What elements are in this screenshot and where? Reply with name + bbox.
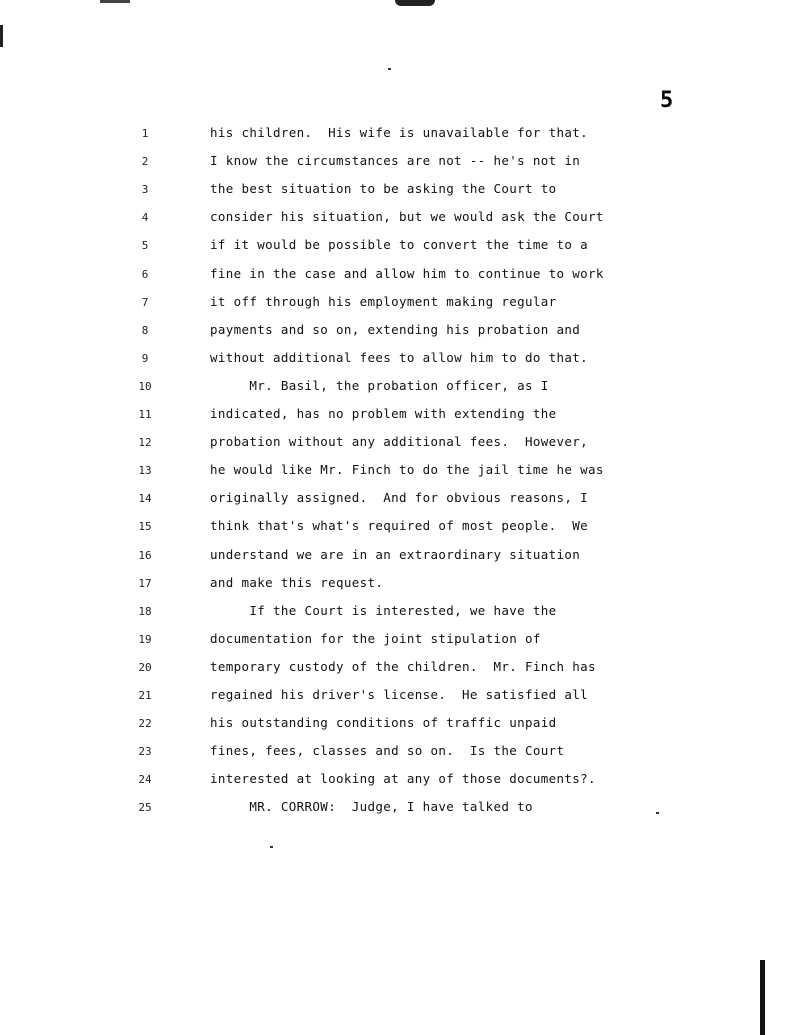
transcript-line: regained his driver's license. He satisfied all [210, 687, 589, 702]
line-number: 10 [138, 380, 152, 393]
transcript-line: it off through his employment making regular [210, 294, 557, 309]
line-number: 22 [138, 717, 152, 730]
transcript-line: MR. CORROW: Judge, I have talked to [210, 799, 533, 814]
transcript-line: originally assigned. And for obvious reasons, I [210, 490, 589, 505]
transcript-line: think that's what's required of most people. We [210, 518, 589, 533]
line-number: 3 [141, 183, 149, 196]
line-number: 1 [141, 127, 149, 140]
line-number: 13 [138, 464, 152, 477]
line-number: 18 [138, 605, 152, 618]
transcript-line: documentation for the joint stipulation of [210, 631, 541, 646]
line-number: 9 [141, 352, 149, 365]
transcript-line: his children. His wife is unavailable for that. [210, 125, 589, 140]
page-number: 5 [660, 88, 674, 113]
transcript-line: fines, fees, classes and so on. Is the Court [210, 743, 565, 758]
transcript-line: the best situation to be asking the Court to [210, 181, 557, 196]
transcript-line: probation without any additional fees. However, [210, 434, 589, 449]
transcript-line: temporary custody of the children. Mr. Finch has [210, 659, 596, 674]
transcript-line: interested at looking at any of those documents?. [210, 771, 596, 786]
scan-artifact [395, 0, 435, 6]
transcript-line: without additional fees to allow him to do that. [210, 350, 589, 365]
transcript-line: his outstanding conditions of traffic unpaid [210, 715, 557, 730]
scan-artifact [100, 0, 130, 3]
scan-artifact [0, 25, 3, 47]
line-number: 4 [141, 211, 149, 224]
transcript-line: consider his situation, but we would ask the Court [210, 209, 604, 224]
line-number: 12 [138, 436, 152, 449]
scan-artifact [760, 960, 765, 1035]
transcript-line: fine in the case and allow him to continue to work [210, 266, 604, 281]
transcript-line: Mr. Basil, the probation officer, as I [210, 378, 549, 393]
line-number: 11 [138, 408, 152, 421]
line-number: 2 [141, 155, 149, 168]
line-number: 23 [138, 745, 152, 758]
transcript-line: understand we are in an extraordinary situation [210, 547, 581, 562]
line-number: 25 [138, 801, 152, 814]
scan-speck [656, 812, 659, 814]
scan-speck [270, 846, 273, 848]
line-number: 6 [141, 268, 149, 281]
transcript-line: and make this request. [210, 575, 384, 590]
line-number: 17 [138, 577, 152, 590]
transcript-line: indicated, has no problem with extending the [210, 406, 557, 421]
line-number: 7 [141, 296, 149, 309]
line-number: 20 [138, 661, 152, 674]
line-number: 24 [138, 773, 152, 786]
line-number: 21 [138, 689, 152, 702]
transcript-line: he would like Mr. Finch to do the jail time he was [210, 462, 604, 477]
transcript-line: if it would be possible to convert the time to a [210, 237, 589, 252]
transcript-line: payments and so on, extending his probation and [210, 322, 581, 337]
line-number: 14 [138, 492, 152, 505]
line-number: 8 [141, 324, 149, 337]
line-number: 15 [138, 520, 152, 533]
transcript-line: I know the circumstances are not -- he's not in [210, 153, 581, 168]
line-number: 5 [141, 239, 149, 252]
line-number: 19 [138, 633, 152, 646]
scan-speck [388, 68, 391, 70]
transcript-line: If the Court is interested, we have the [210, 603, 557, 618]
line-number: 16 [138, 549, 152, 562]
